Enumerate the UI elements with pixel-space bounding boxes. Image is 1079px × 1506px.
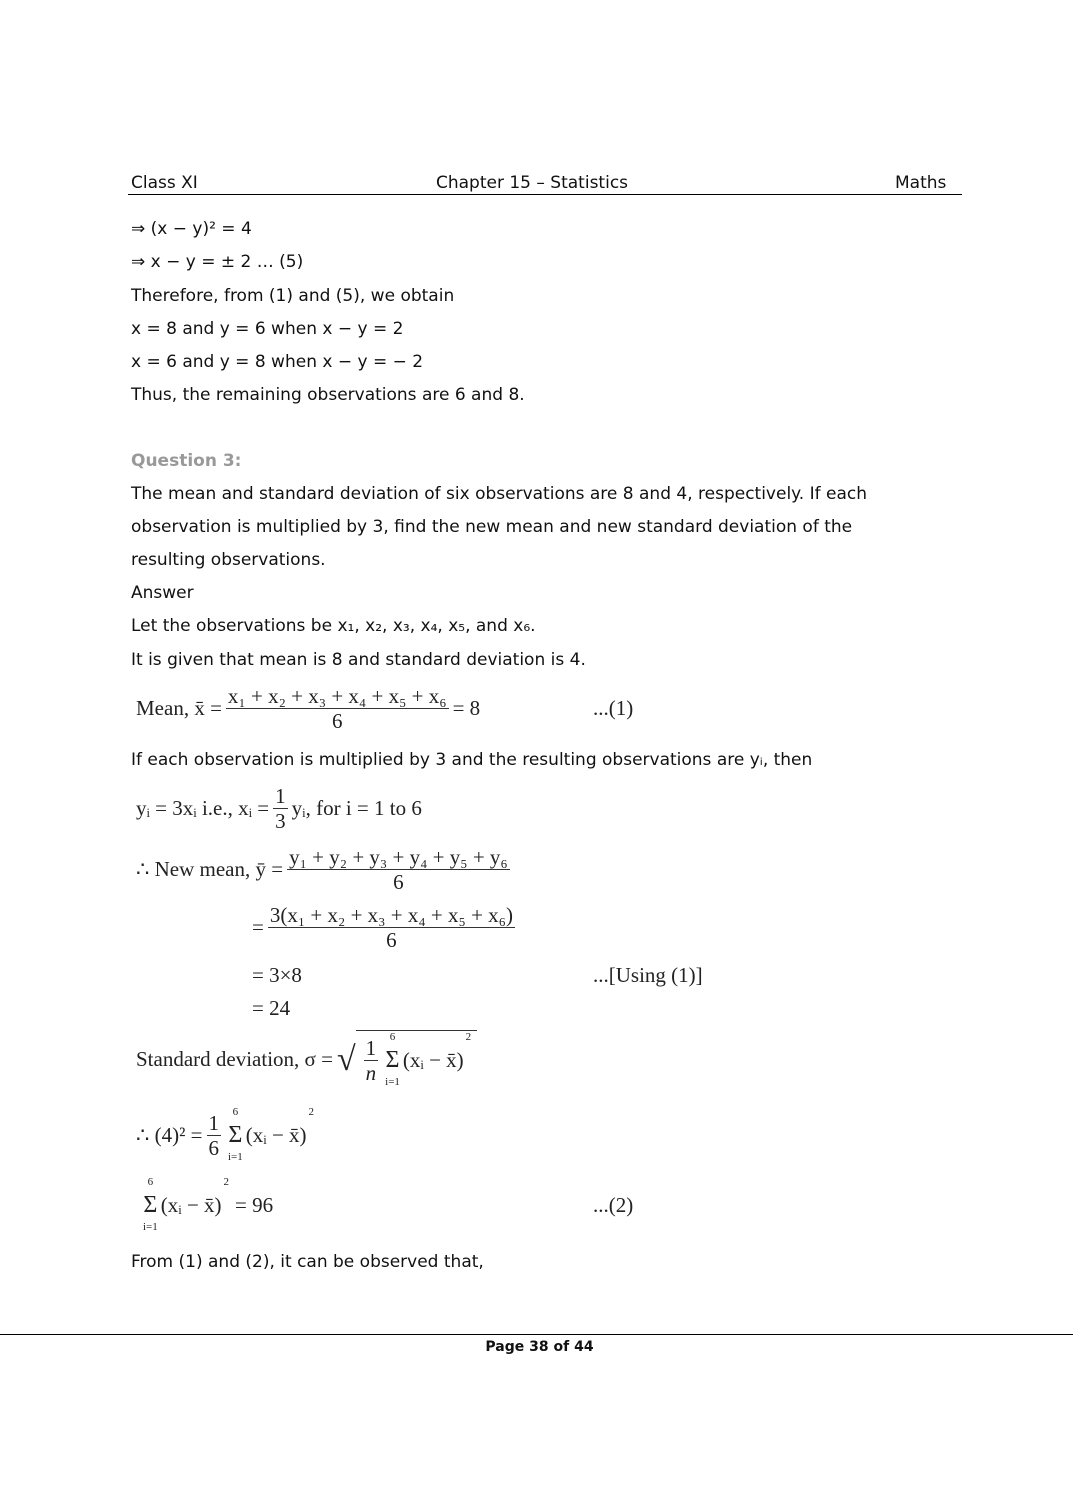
eq-lhs: Mean, x̄ = [136,696,222,720]
fraction [226,684,449,733]
question-text: resulting observations. [131,550,326,570]
numerator: 1 [275,784,286,808]
fraction [364,1036,379,1085]
summation [228,1106,243,1164]
equation-relation [136,784,422,833]
sigma-icon: Σ [143,1192,158,1218]
eq-rhs: = 96 [235,1192,274,1217]
fraction [268,903,515,952]
text-line: Thus, the remaining observations are 6 and 8. [131,385,525,405]
header-class: Class XI [131,173,198,193]
answer-label: Answer [131,583,194,603]
fraction [273,784,288,833]
summation [143,1176,158,1234]
text-line: Therefore, from (1) and (5), we obtain [131,286,455,306]
numerator: y₁ + y₂ + y₃ + y₄ + y₅ + y₆ [289,845,508,869]
text-line: It is given that mean is 8 and standard deviation is 4. [131,650,586,670]
sum-body: (xᵢ − x̄) [245,1122,307,1147]
sum-body: (xᵢ − x̄) [160,1192,222,1217]
denominator: 3 [275,809,286,833]
equation-mean [136,684,480,733]
page-number: Page 38 of 44 [485,1339,594,1355]
equation-tag: ...(1) [593,696,634,720]
sigma-icon: Σ [385,1047,400,1073]
header-divider [128,194,962,195]
sum-lower: i=1 [385,1076,400,1088]
text-line: ⇒ x − y = ± 2 … (5) [131,252,304,272]
eq-part: yᵢ = 3xᵢ i.e., xᵢ = [136,796,270,820]
equation-new-mean [136,845,514,894]
header-chapter: Chapter 15 – Statistics [436,173,629,193]
text-line: From (1) and (2), it can be observed that, [131,1252,484,1272]
denominator: n [365,1060,377,1085]
radicand [356,1030,478,1089]
text-line: x = 6 and y = 8 when x − y = − 2 [131,352,424,372]
equation-sum [140,1176,273,1234]
exponent: 2 [308,1106,315,1118]
sum-lower: i=1 [143,1221,158,1233]
text-line: If each observation is multiplied by 3 and the resulting observations are yᵢ, then [131,750,813,770]
sum-lower: i=1 [228,1151,243,1163]
sum-body: (xᵢ − x̄) [402,1047,464,1072]
denominator: 6 [208,1135,219,1160]
sum-upper: 6 [232,1106,239,1118]
sqrt-icon: √ [336,1040,356,1078]
fraction [207,1111,222,1160]
equation-step [252,903,519,952]
exponent: 2 [465,1031,472,1043]
numerator: x₁ + x₂ + x₃ + x₄ + x₅ + x₆ [227,684,447,708]
exponent: 2 [223,1176,230,1188]
equation-tag: ...(2) [593,1193,634,1217]
text-line: Let the observations be x₁, x₂, x₃, x₄, x₅, and x₆. [131,616,536,636]
denominator: 6 [393,870,404,894]
sum-upper: 6 [389,1031,396,1043]
fraction [287,845,510,894]
header-subject: Maths [895,173,947,193]
equation-variance [136,1106,314,1164]
eq-lhs: Standard deviation, σ = [136,1047,333,1071]
question-text: observation is multiplied by 3, find the new mean and new standard deviation of the [131,517,853,537]
summation [385,1031,400,1089]
equation-step: = 24 [252,996,291,1020]
eq-part: yᵢ, for i = 1 to 6 [291,796,422,820]
numerator: 3(x₁ + x₂ + x₃ + x₄ + x₅ + x₆) [269,903,513,927]
equation-tag: ...[Using (1)] [593,963,703,987]
text-line: ⇒ (x − y)² = 4 [131,219,252,239]
sigma-icon: Σ [228,1122,243,1148]
question-title: Question 3: [131,451,242,471]
sum-upper: 6 [147,1176,154,1188]
question-text: The mean and standard deviation of six observations are 8 and 4, respectively. If each [131,484,868,504]
eq-lhs: = [252,915,264,939]
numerator: 1 [208,1110,219,1135]
denominator: 6 [332,709,343,733]
equation-step: = 3×8 [252,963,302,987]
eq-lhs: ∴ New mean, ȳ = [136,857,284,881]
text-line: x = 8 and y = 6 when x − y = 2 [131,319,404,339]
numerator: 1 [365,1035,377,1060]
equation-std-dev [136,1030,477,1089]
eq-lhs: ∴ (4)² = [136,1122,203,1147]
denominator: 6 [386,928,397,952]
footer-divider [0,1334,1073,1335]
eq-rhs: = 8 [452,696,481,720]
